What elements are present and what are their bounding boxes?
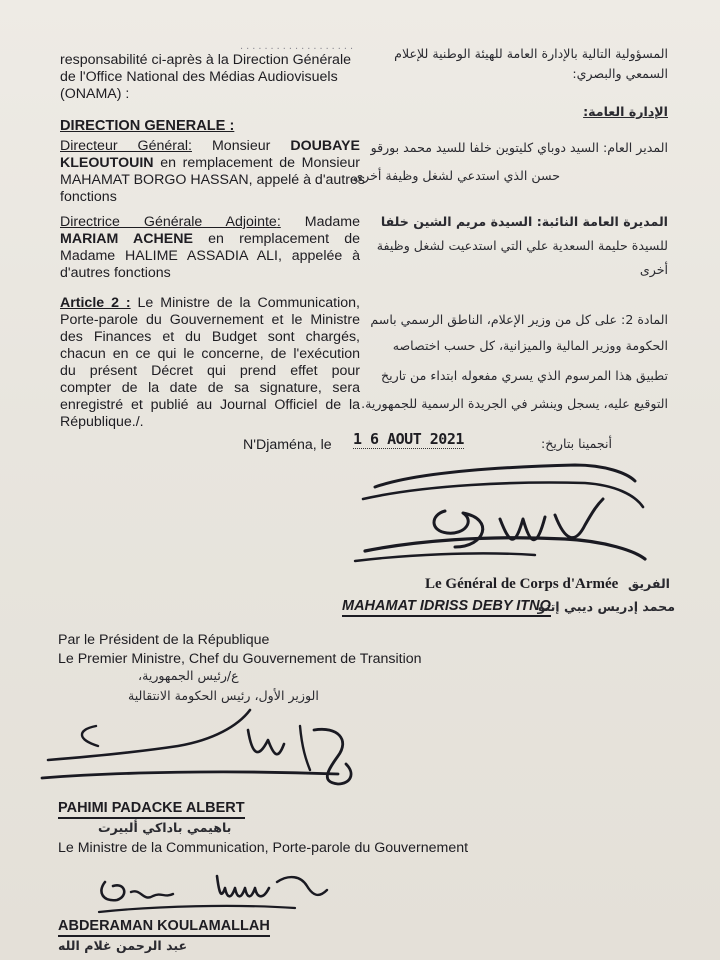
article2-line-2: Porte-parole du Gouvernement et le Ministre (60, 312, 360, 328)
ar-dga-line-3: أخرى (639, 262, 668, 277)
minister-name: ABDERAMAN KOULAMALLAH (58, 918, 270, 937)
article2-line-5: du présent Décret qui prend effet pour (60, 363, 360, 379)
article2-line-6: compter de la date de sa signature, sera (60, 380, 360, 396)
direction-heading: DIRECTION GENERALE : (60, 118, 235, 134)
minister-title: Le Ministre de la Communication, Porte-parole du Gouvernement (58, 840, 469, 856)
prime-minister-signature (38, 700, 358, 795)
par-le-president: Par le Président de la République (58, 632, 270, 648)
dg-line-3: MAHAMAT BORGO HASSAN, appelé à d'autres (60, 172, 365, 188)
article2-line-8: République./. (60, 414, 144, 430)
ar-dga-line-1: المديرة العامة النائبة: السيدة مريم الشين خلفا (380, 214, 668, 229)
date-place-ar: أنجمينا بتاريخ: (541, 436, 612, 451)
article2-line-4: chacun en ce qui le concerne, de l'exécution (60, 346, 360, 362)
minister-name-ar: عبد الرحمن غلام الله (58, 938, 188, 953)
pm-name-ar: باهيمي باداكي ألبيرت (98, 820, 232, 835)
ar-article2-line-4: التوقيع عليه، يسجل وينشر في الجريدة الرسمية للجمهورية. (361, 396, 668, 411)
president-signature (335, 455, 655, 595)
pm-title: Le Premier Ministre, Chef du Gouvernement de Transition (58, 651, 422, 667)
president-name: MAHAMAT IDRISS DEBY ITNO (342, 598, 551, 617)
ar-dg-line-1: المدير العام: السيد دوباي كليتوين خلفا للسيد محمد بورقو (370, 140, 668, 155)
dga-line-1: Directrice Générale Adjointe: Madame (60, 214, 360, 230)
article2-line-3: des Finances et du Budget sont chargés, (60, 329, 360, 345)
date-place-fr: N'Djaména, le (243, 437, 332, 453)
ar-direction-heading: الإدارة العامة: (583, 104, 668, 119)
minister-signature (95, 852, 335, 922)
ar-article2-line-3: تطبيق هذا المرسوم الذي يسري مفعوله ابتداء من تاريخ (381, 368, 668, 383)
dga-line-4: d'autres fonctions (60, 265, 171, 281)
cut-off-line: . . . . . . . . . . . . . . . . . . . (240, 40, 354, 52)
par-le-president-ar: ع/رئيس الجمهورية، (138, 668, 239, 683)
pm-title-ar: الوزير الأول، رئيس الحكومة الانتقالية (128, 688, 319, 703)
ar-article2-line-1: المادة 2: على كل من وزير الإعلام، الناطق الرسمي باسم (370, 312, 668, 327)
ar-intro-line-2: السمعي والبصري: (572, 66, 668, 81)
intro-line-2: de l'Office National des Médias Audiovisuels (60, 69, 338, 85)
article2-line-1: Article 2 : Le Ministre de la Communication, (60, 295, 360, 311)
dg-line-1: Directeur Général: Monsieur DOUBAYE (60, 138, 360, 154)
dga-line-3: Madame HALIME ASSADIA ALI, appelée à (60, 248, 360, 264)
dg-line-4: fonctions (60, 189, 117, 205)
pm-name: PAHIMI PADACKE ALBERT (58, 800, 245, 819)
ar-intro-line-1: المسؤولية التالية بالإدارة العامة للهيئة الوطنية للإعلام (394, 46, 668, 61)
dga-line-2: MARIAM ACHENE en remplacement de (60, 231, 360, 247)
ar-dg-line-2: حسن الذي استدعي لشغل وظيفة أخرى. (349, 168, 560, 183)
ar-dga-line-2: للسيدة حليمة السعدية علي التي استدعيت لشغل وظيفة (376, 238, 668, 253)
president-title-ar: الفريق (627, 576, 670, 591)
president-name-ar: محمد إدريس ديبي إتنو (537, 599, 675, 614)
dg-line-2: KLEOUTOUIN en remplacement de Monsieur (60, 155, 360, 171)
intro-line-3: (ONAMA) : (60, 86, 130, 102)
date-value: 1 6 AOUT 2021 (353, 430, 464, 448)
intro-line-1: responsabilité ci-après à la Direction Générale (60, 52, 351, 68)
article2-line-7: enregistré et publié au Journal Officiel de la (60, 397, 360, 413)
ar-article2-line-2: الحكومة ووزير المالية والميزانية، كل حسب اختصاصه (392, 338, 668, 353)
president-title: Le Général de Corps d'Armée (425, 576, 619, 592)
